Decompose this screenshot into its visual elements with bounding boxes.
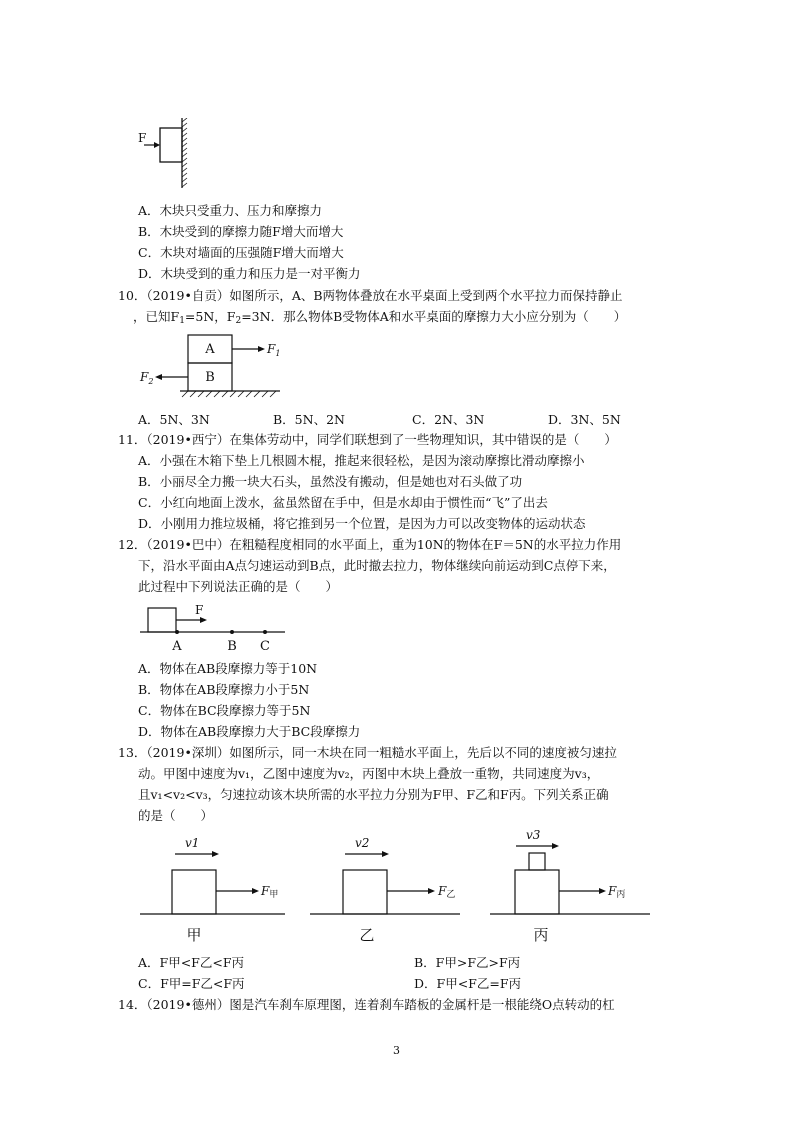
page-number: 3	[393, 1044, 400, 1057]
q13-jia-caption: 甲	[186, 926, 202, 944]
q13-yi-caption: 乙	[359, 926, 375, 944]
q13-bing-force: F丙	[608, 884, 626, 900]
q13-bing-velocity: v3	[526, 828, 541, 842]
q9-wall-figure	[130, 118, 200, 193]
q12-stem-line1: 12．（2019•巴中）在粗糙程度相同的水平面上，重为10N的物体在F＝5N的水平拉力作用	[118, 537, 622, 552]
q10-option-b: B．5N、2N	[273, 412, 345, 427]
q13-stem-line3: 且v₁<v₂<v₃，匀速拉动该木块所需的水平拉力分别为F甲、F乙和F丙。下列关系正确	[138, 787, 609, 802]
q10-stem-line1: 10．（2019•自贡）如图所示，A、B两物体叠放在水平桌面上受到两个水平拉力而保持静止	[118, 288, 623, 303]
q10-option-d: D．3N、5N	[548, 412, 621, 427]
q13-option-a: A．F甲<F乙<F丙	[138, 955, 244, 970]
q9-option-a: A．木块只受重力、压力和摩擦力	[138, 203, 323, 218]
q10-block-b-label: B	[205, 370, 215, 385]
q10-f1-label: $F_1$	[267, 342, 281, 358]
q12-point-c: C	[260, 639, 270, 654]
q13-option-c: C．F甲=F乙<F丙	[138, 976, 245, 991]
q12-option-d: D．物体在AB段摩擦力大于BC段摩擦力	[138, 724, 361, 739]
q13-figure-bing	[485, 822, 655, 947]
q13-option-d: D．F甲<F乙=F丙	[414, 976, 521, 991]
q13-bing-caption: 丙	[533, 926, 549, 944]
q9-option-c: C．木块对墙面的压强随F增大而增大	[138, 245, 344, 260]
q10-stacked-blocks-figure	[135, 330, 315, 405]
q10-option-a: A．5N、3N	[138, 412, 210, 427]
q12-point-a: A	[172, 639, 182, 654]
q11-option-d: D．小刚用力推垃圾桶，将它推到另一个位置，是因为力可以改变物体的运动状态	[138, 516, 586, 531]
q13-stem-line1: 13．（2019•深圳）如图所示，同一木块在同一粗糙水平面上，先后以不同的速度被匀速拉	[118, 745, 617, 760]
q11-stem: 11．（2019•西宁）在集体劳动中，同学们联想到了一些物理知识，其中错误的是（ ）	[118, 432, 617, 447]
q11-option-a: A．小强在木箱下垫上几根圆木棍，推起来很轻松，是因为滚动摩擦比滑动摩擦小	[138, 453, 585, 468]
q13-jia-force: F甲	[261, 884, 279, 900]
q13-yi-force: F乙	[438, 884, 456, 900]
q9-option-d: D．木块受到的重力和压力是一对平衡力	[138, 266, 361, 281]
q14-stem: 14．（2019•德州）图是汽车刹车原理图，连着刹车踏板的金属杆是一根能绕O点转动的杠	[118, 997, 615, 1012]
q13-yi-velocity: v2	[355, 836, 370, 850]
q9-option-b: B．木块受到的摩擦力随F增大而增大	[138, 224, 344, 239]
q12-option-a: A．物体在AB段摩擦力等于10N	[138, 661, 318, 676]
q13-option-b: B．F甲>F乙>F丙	[414, 955, 521, 970]
q12-motion-figure	[135, 600, 295, 655]
q13-jia-velocity: v1	[185, 836, 200, 850]
q10-stem-line2: ，已知$F_1=5N$，$F_2=3N$．那么物体B受物体A和水平桌面的摩擦力大小应分别为（ ）	[133, 309, 627, 326]
q12-stem-line3: 此过程中下列说法正确的是（ ）	[138, 579, 339, 594]
q12-option-b: B．物体在AB段摩擦力小于5N	[138, 682, 310, 697]
q12-stem-line2: 下，沿水平面由A点匀速运动到B点，此时撤去拉力，物体继续向前运动到C点停下来，	[138, 558, 616, 573]
q13-figure-jia	[135, 832, 295, 947]
q11-option-c: C．小红向地面上泼水，盆虽然留在手中，但是水却由于惯性而“飞”了出去	[138, 495, 548, 510]
q13-figure-yi	[305, 832, 465, 947]
q11-option-b: B．小丽尽全力搬一块大石头，虽然没有搬动，但是她也对石头做了功	[138, 474, 523, 489]
q9-force-label: F	[138, 131, 147, 145]
q10-f2-label: $F_2$	[140, 370, 154, 386]
q12-option-c: C．物体在BC段摩擦力等于5N	[138, 703, 311, 718]
q12-force-label: F	[195, 603, 204, 617]
q10-block-a-label: A	[205, 342, 215, 357]
q10-option-c: C．2N、3N	[412, 412, 485, 427]
q13-stem-line4: 的是（ ）	[138, 808, 214, 823]
q12-point-b: B	[227, 639, 237, 654]
q13-stem-line2: 动。甲图中速度为v₁，乙图中速度为v₂，丙图中木块上叠放一重物，共同速度为v₃，	[138, 766, 600, 781]
